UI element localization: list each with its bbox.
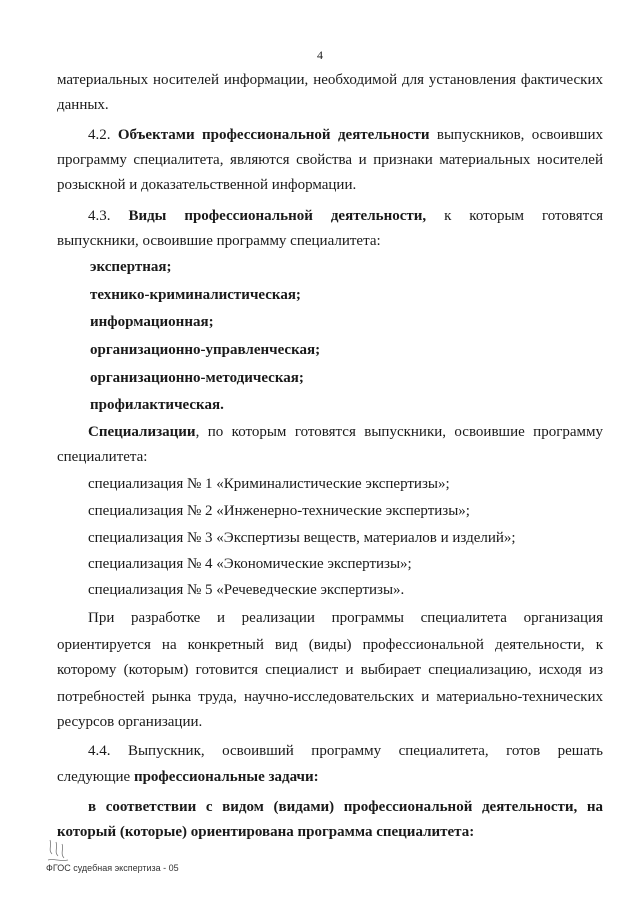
body-line: программу специалитета, являются свойства и признаки материальных носителей xyxy=(57,152,603,168)
section-4-3-line-1 xyxy=(88,207,603,225)
bold-term: Объектами профессиональной деятельности xyxy=(117,127,430,143)
body-line: При разработке и реализации программы специалитета организация xyxy=(88,610,603,626)
bold-term: профессиональные задачи: xyxy=(133,769,319,785)
activity-type-item: профилактическая. xyxy=(90,397,224,413)
section-number: 4.3. xyxy=(88,208,111,224)
body-text: следующие xyxy=(57,769,131,785)
body-line: данных. xyxy=(57,97,109,113)
specialization-item: специализация № 3 «Экспертизы веществ, материалов и изделий»; xyxy=(88,530,516,546)
section-4-4-line-2 xyxy=(57,768,603,786)
activity-type-item: организационно-методическая; xyxy=(90,370,304,386)
body-line: потребностей рынка труда, научно-исследовательских и материально-технических xyxy=(57,689,603,705)
body-line: специалитета: xyxy=(57,449,148,465)
bold-term: Специализации xyxy=(88,424,196,440)
activity-type-item: организационно-управленческая; xyxy=(90,342,321,358)
activity-type-item: экспертная; xyxy=(90,259,172,275)
activity-type-item: информационная; xyxy=(90,314,214,330)
body-line: материальных носителей информации, необходимой для установления фактических xyxy=(57,72,603,88)
bold-term: Виды профессиональной деятельности, xyxy=(128,208,427,224)
body-line: ресурсов организации. xyxy=(57,714,203,730)
activity-type-item: технико-криминалистическая; xyxy=(90,287,301,303)
body-text: , по которым готовятся выпускники, освоившие программу xyxy=(195,424,603,440)
body-line: выпускники, освоившие программу специалитета: xyxy=(57,233,381,249)
bold-line: который (которые) ориентирована программа специалитета: xyxy=(57,824,475,840)
section-4-2-line-1 xyxy=(88,126,603,144)
body-line: ориентируется на конкретный вид (виды) профессиональной деятельности, к xyxy=(57,637,603,653)
specialization-item: специализация № 5 «Речеведческие экспертизы». xyxy=(88,582,405,598)
specializations-intro-line-1 xyxy=(88,423,603,441)
body-text: выпускников, освоивших xyxy=(436,127,603,143)
specialization-item: специализация № 1 «Криминалистические экспертизы»; xyxy=(88,476,450,492)
section-number: 4.2. xyxy=(88,127,111,143)
body-text: к которым готовятся xyxy=(444,208,603,224)
document-footer-code: ФГОС судебная экспертиза - 05 xyxy=(46,863,179,873)
body-line: которому (которым) готовится специалист и выбирает специализацию, исходя из xyxy=(57,662,603,678)
page-number: 4 xyxy=(317,48,323,62)
body-line: 4.4. Выпускник, освоивший программу специалитета, готов решать xyxy=(88,743,603,759)
specialization-item: специализация № 2 «Инженерно-технические экспертизы»; xyxy=(88,503,470,519)
bold-line: в соответствии с видом (видами) профессиональной деятельности, на xyxy=(88,799,603,815)
specialization-item: специализация № 4 «Экономические экспертизы»; xyxy=(88,556,412,572)
body-line: розыскной и доказательственной информации. xyxy=(57,177,357,193)
